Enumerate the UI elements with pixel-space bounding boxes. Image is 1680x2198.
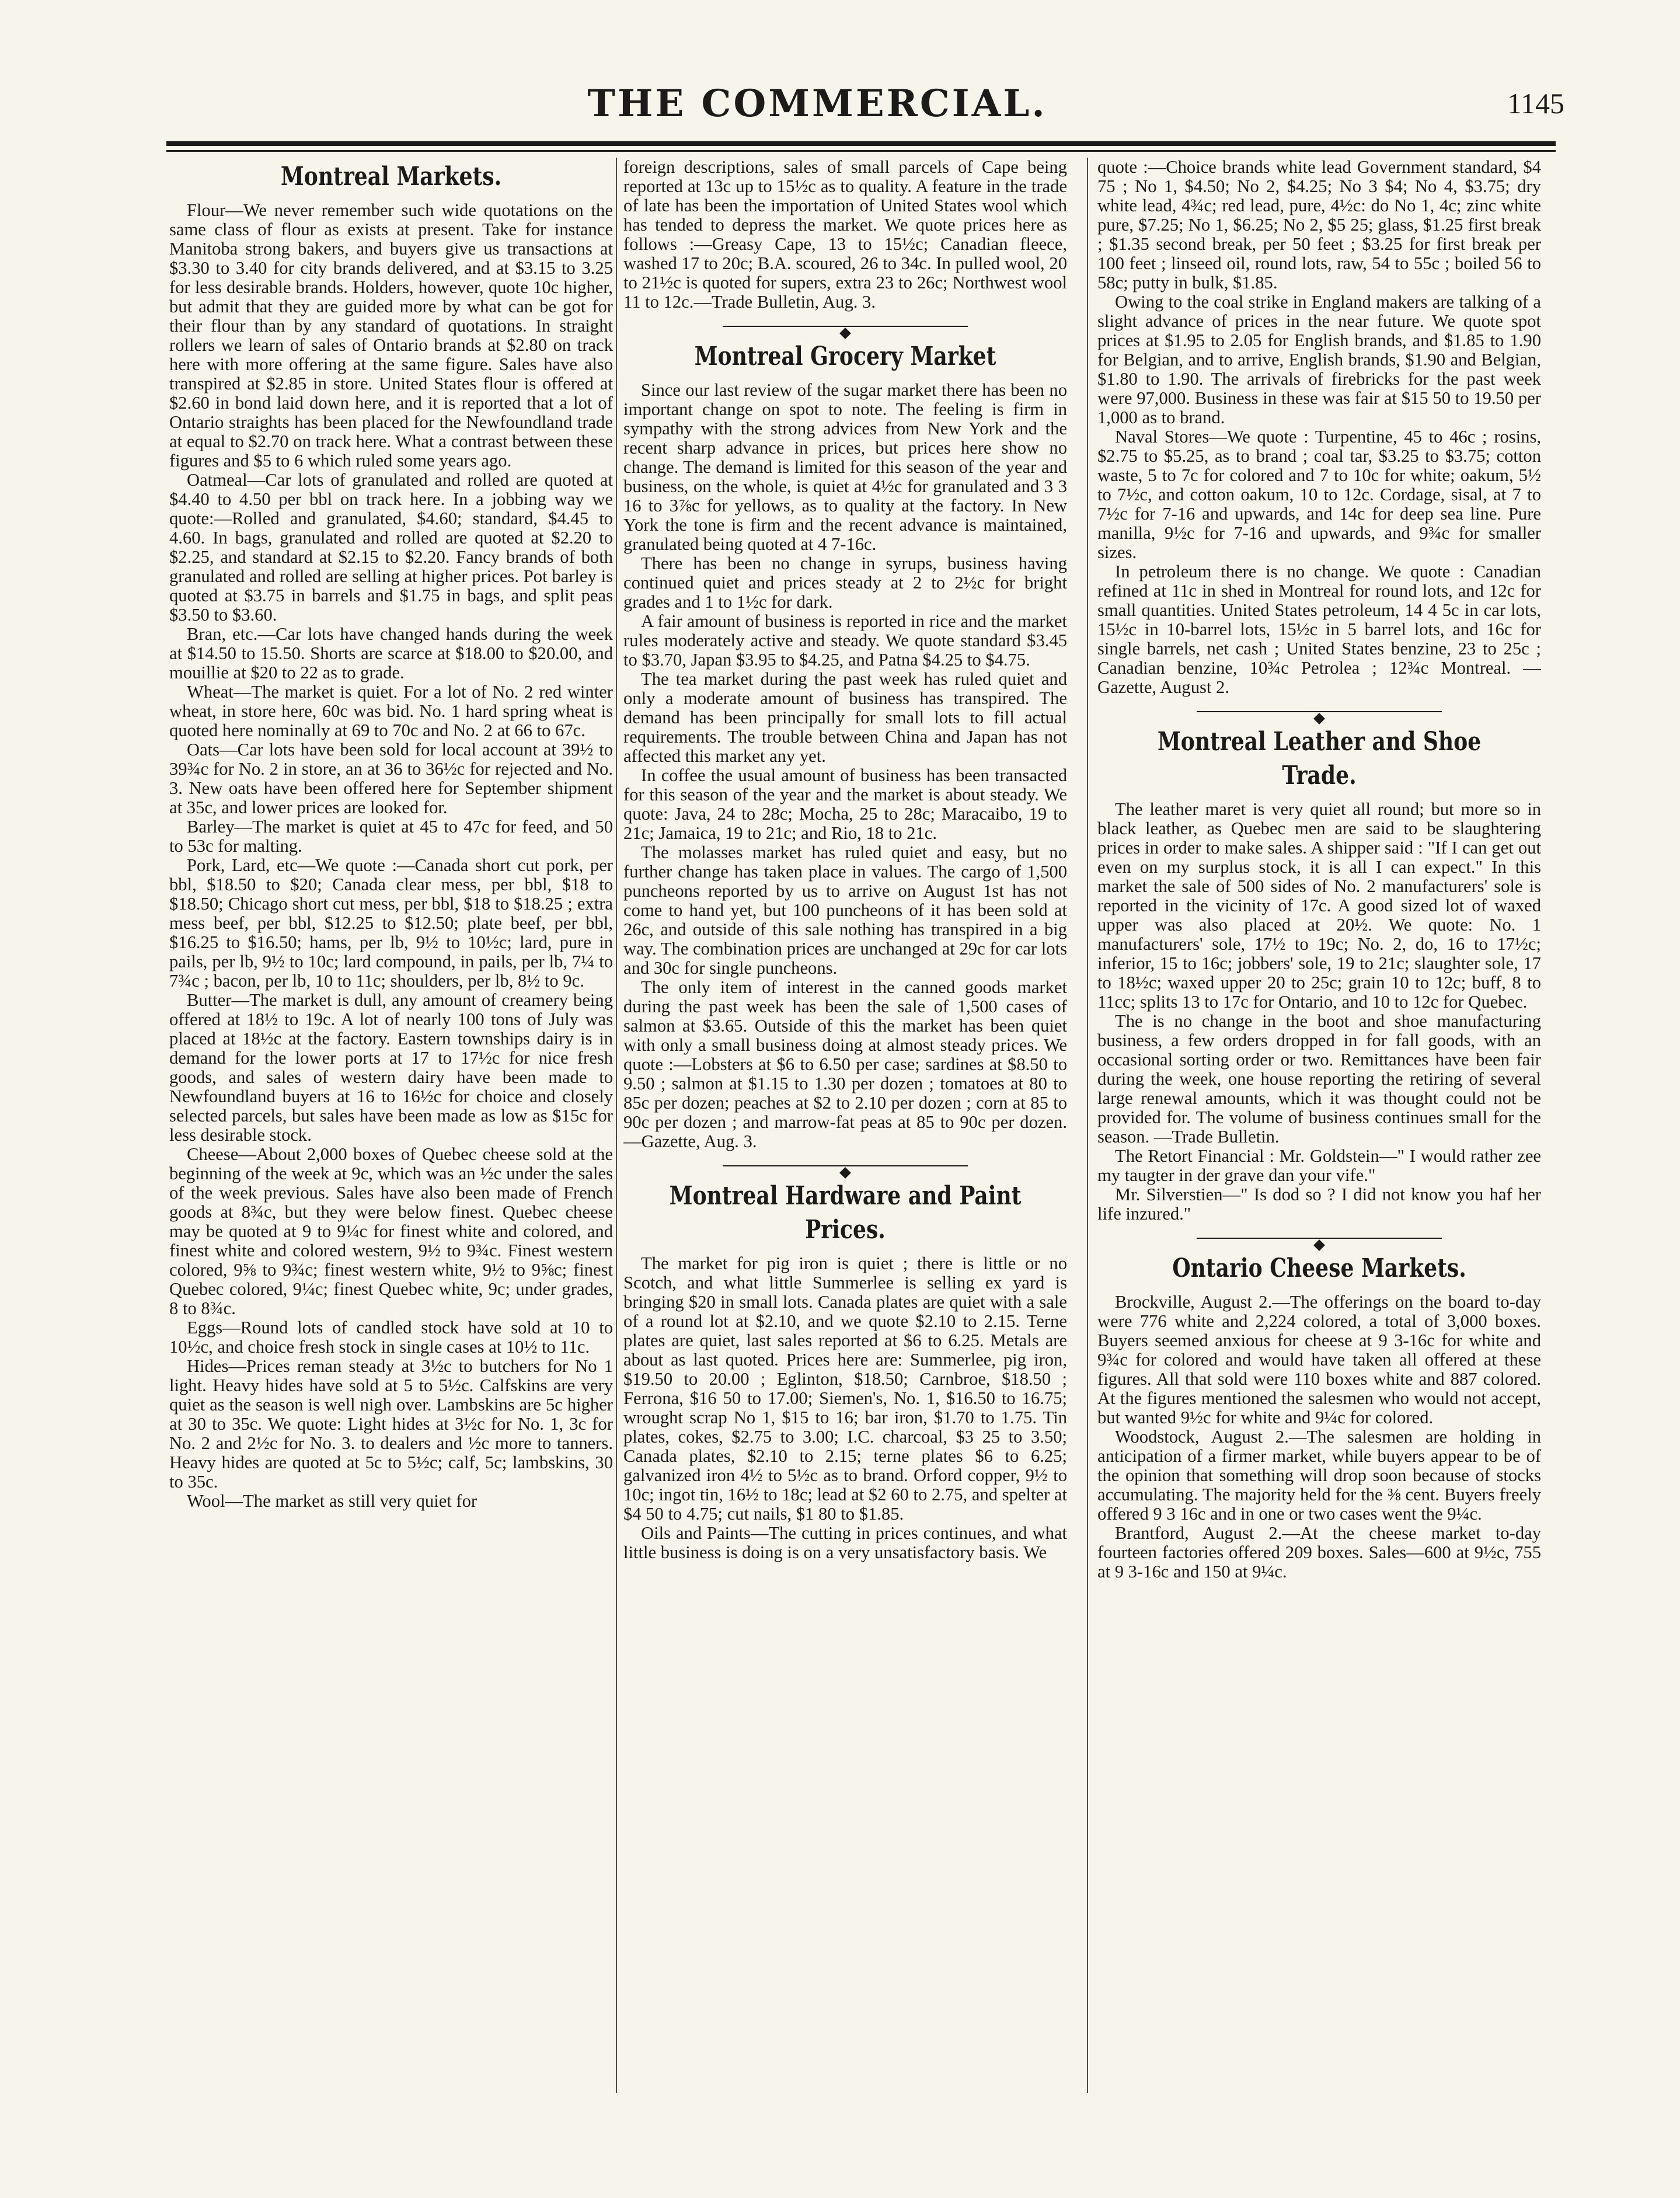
section-divider [1097,704,1541,719]
article [1097,1231,1541,1582]
article-paragraph: Naval Stores—We quote : Turpentine, 45 to 46c ; rosins, $2.75 to $5.25, as to brand ; coal tar, $3.25 to $3.75; cotton waste, 5 to 7c for colored and 7 to 10c for white; oakum, 5½ to 7½c, and cotton oakum, 10 to 12c. Cordage, sisal, at 7 to 7½c for 7-16 and upwards, and 14c for deep sea line. Pure manilla, 9½c for 7-16 and upwards, and 9¾c for smaller sizes. [1097,427,1541,562]
article-paragraph: Oatmeal—Car lots of granulated and rolled are quoted at $4.40 to 4.50 per bbl on track here. In a jobbing way we quote:—Rolled and granulated, $4.60; standard, $4.45 to 4.60. In bags, granulated and rolled are quoted at $2.20 to $2.25, and standard at $2.15 to $2.20. Fancy brands of both granulated and rolled are selling at higher prices. Pot barley is quoted at $3.75 in barrels and $1.75 in bags, and split peas $3.50 to $3.60. [169,470,613,625]
divider-ornament [1313,713,1325,724]
article-paragraph: Pork, Lard, etc—We quote :—Canada short cut pork, per bbl, $18.50 to $20; Canada clear mess, per bbl, $18 to $18.50; Chicago short cut mess, per bbl, $18 to $18.25 ; extra mess beef, per bbl, $12.25 to $12.50; plate beef, per bbl, $16.25 to $16.50; hams, per lb, 9½ to 10½c; lard, pure in pails, per lb, 9½ to 10c; lard compound, in pails, per lb, 7¼ to 7¾c ; bacon, per lb, 10 to 11c; shoulders, per lb, 8½ to 9c. [169,855,613,991]
article-paragraph: Wool—The market as still very quiet for [187,1491,477,1511]
divider-ornament [839,328,851,339]
article-paragraph: Bran, etc.—Car lots have changed hands during the week at $14.50 to 15.50. Shorts are scarce at $18.00 to $20.00, and mouillie at $20 to 22 as to grade. [169,624,613,682]
article-paragraph: Flour—We never remember such wide quotations on the same class of flour as exists at present. Take for instance Manitoba strong bakers, and buyers give us transactions at $3.30 to 3.40 for city brands delivered, and at $3.15 to 3.25 for less desirable brands. Holders, however, quote 10c higher, but admit that they are guided more by what can be got for their flour than by any standard of quotations. In straight rollers we learn of sales of Ontario brands at $2.80 on track here with more offering at the same figure. Sales have also transpired at $2.85 in store. United States flour is offered at $2.60 in bond laid down here, and it is reported that a lot of Ontario straights has been placed for the Newfoundland trade at equal to $2.70 on track here. What a contrast between these figures and $5 to 6 which ruled some years ago. [169,200,613,471]
article-paragraph: The is no change in the boot and shoe manufacturing business, a few orders dropped in for fall goods, with an occasional sorting order or two. Remittances have been fair during the week, one house reporting the retiring of several large renewal amounts, which it was thought could not be provided for. The volume of business continues small for the season. —Trade Bulletin. [1097,1011,1541,1147]
article-paragraph: Hides—Prices reman steady at 3½c to butchers for No 1 light. Heavy hides have sold at 5 to 5½c. Calfskins are very quiet as the season is well nigh over. Lambskins are 5c higher at 30 to 35c. We quote: Light hides at 3½c for No. 1, 3c for No. 2 and 2½c for No. 3. to dealers and ½c more to tanners. Heavy hides are quoted at 5c to 5½c; calf, 5c; lambskins, 30 to 35c. [169,1356,613,1492]
article-paragraph: Wheat—The market is quiet. For a lot of No. 2 red winter wheat, in store here, 60c was bid. No. 1 hard spring wheat is quoted here nominally at 69 to 70c and No. 2 at 66 to 67c. [169,682,613,740]
article-paragraph: The only item of interest in the canned goods market during the past week has been the sale of 1,500 cases of salmon at $3.65. Outside of this the market has been quiet with only a small business doing at almost steady prices. We quote :—Lobsters at $6 to 6.50 per case; sardines at $8.50 to 9.50 ; salmon at $1.15 to 1.30 per dozen ; tomatoes at 80 to 85c per dozen; peaches at $2 to 2.10 per dozen ; corn at 85 to 90c per dozen ; and marrow-fat peas at 85 to 90c per dozen.—Gazette, Aug. 3. [623,977,1067,1151]
column-divider [1087,158,1088,2093]
article-paragraph: Butter—The market is dull, any amount of creamery being offered at 18½ to 19c. A lot of nearly 100 tons of July was placed at 18½c at the factory. Eastern townships dairy is in demand for the lower ports at 17 to 17½c for nice fresh goods, and sales of western dairy have been made to Newfoundland buyers at 16 to 16½c for choice and closely selected parcels, but sales have been made as low as $15c for less desirable stock. [169,990,613,1145]
column-1 [169,158,613,2096]
article [623,158,1067,312]
article-paragraph: The tea market during the past week has ruled quiet and only a moderate amount of business has transpired. The demand has been principally for small lots to fill actual requirements. The trouble between China and Japan has not affected this market any yet. [623,669,1067,766]
article-heading: Montreal Grocery Market [694,342,996,371]
article [1097,158,1541,697]
article [623,319,1067,1151]
article-paragraph: In petroleum there is no change. We quote : Canadian refined at 11c in shed in Montreal for round lots, and 12c for small quantities. United States petroleum, 14 4 5c in car lots, 15½c in 10-barrel lots, 15½c in 5 barrel lots, and 16c for single barrels, net cash ; United States benzine, 23 to 25c ; Canadian benzine, 10¾c Petrolea ; 12¾c Montreal. — Gazette, August 2. [1097,562,1541,697]
article-paragraph: Cheese—About 2,000 boxes of Quebec cheese sold at the beginning of the week at 9c, which was an ½c under the sales of the week previous. Sales have also been made of French goods at 8¾c, but they were below finest. Quebec cheese may be quoted at 9 to 9¼c for finest white and colored, and finest white and colored western, 9½ to 9¾c. Finest western colored, 9⅝ to 9¾c; finest western white, 9½ to 9⅝c; finest Quebec colored, 9¼c; finest Quebec white, 9c; under grades, 8 to 8¾c. [169,1144,613,1318]
section-divider [623,319,1067,334]
article-paragraph: Brockville, August 2.—The offerings on the board to-day were 776 white and 2,224 colored, a total of 3,000 boxes. Buyers seemed anxious for cheese at 9 3-16c for white and 9¾c for colored and would have taken all offered at these figures. All that sold were 110 boxes white and 887 colored. At the figures mentioned the salesmen who would not accept, but wanted 9½c for white and 9¼c for colored. [1097,1292,1541,1427]
column-divider [616,158,617,2093]
article [623,1158,1067,1562]
article-paragraph: The molasses market has ruled quiet and easy, but no further change has taken place in values. The cargo of 1,500 puncheons reported by us to arrive on August 1st has not come to hand yet, but 100 puncheons of it has been sold at 26c, and outside of this sale nothing has transpired in a big way. The combination prices are unchanged at 29c for car lots and 30c for single puncheons. [623,842,1067,978]
section-divider [1097,1231,1541,1246]
article-paragraph: Brantford, August 2.—At the cheese market to-day fourteen factories offered 209 boxes. Sales—600 at 9½c, 755 at 9 3-16c and 150 at 9¼c. [1097,1523,1541,1582]
article-heading: Montreal Leather and Shoe Trade. [1157,727,1482,790]
column-2 [623,158,1067,2096]
article-paragraph: Woodstock, August 2.—The salesmen are holding in anticipation of a firmer market, while buyers appear to be of the opinion that something will drop soon because of stocks accumulating. The majority held for the ⅜ cent. Buyers freely offered 9 3 16c and in one or two cases went the 9¼c. [1097,1427,1541,1524]
article-paragraph: The market for pig iron is quiet ; there is little or no Scotch, and what little Summerlee is selling ex yard is bringing $20 in small lots. Canada plates are quiet with a sale of a round lot at $2.10, and we quote $2.10 to 2.15. Terne plates are quiet, last sales reported at $6 to 6.25. Metals are about as last quoted. Prices here are: Summerlee, pig iron, $19.50 to 20.00 ; Eglinton, $18.50; Carnbroe, $18.50 ; Ferrona, $16 50 to 17.00; Siemen's, No. 1, $16.50 to 16.75; wrought scrap No 1, $15 to 16; bar iron, $1.70 to 1.75. Tin plates, cokes, $2.75 to 3.00; I.C. charcoal, $3 25 to 3.50; Canada plates, $2.10 to 2.15; terne plates $6 to 6.25; galvanized iron 4½ to 5½c as to brand. Orford copper, 9½ to 10c; ingot tin, 16½ to 18c; lead at $2 60 to 2.75, and spelter at $4 50 to 4.75; cut nails, $1 80 to $1.85. [623,1253,1067,1524]
article-heading: Montreal Hardware and Paint Prices. [669,1181,1022,1245]
divider-ornament [839,1167,851,1179]
article-paragraph: Since our last review of the sugar market there has been no important change on spot to note. The feeling is firm in sympathy with the strong advices from New York and the recent sharp advance in prices, but prices here show no change. The demand is limited for this season of the year and business, on the whole, is quiet at 4½c for granulated and 3 3 16 to 3⅞c for yellows, as to quality at the factory. In New York the tone is firm and the recent advance is maintained, granulated being quoted at 4 7-16c. [623,380,1067,554]
article-heading: Montreal Markets. [280,162,502,191]
article [169,160,613,1511]
article-paragraph: Eggs—Round lots of candled stock have sold at 10 to 10½c, and choice fresh stock in single cases at 10½ to 11c. [169,1318,613,1357]
page-number: 1145 [1507,87,1564,120]
section-divider [623,1158,1067,1173]
article-paragraph: foreign descriptions, sales of small parcels of Cape being reported at 13c up to 15½c as to quality. A feature in the trade of late has been the importation of United States wool which has tended to depress the market. We quote prices here as follows :—Greasy Cape, 13 to 15½c; Canadian fleece, washed 17 to 20c; B.A. scoured, 26 to 34c. In pulled wool, 20 to 21½c is quoted for supers, extra 23 to 26c; Northwest wool 11 to 12c.—Trade Bulletin, Aug. 3. [623,158,1067,312]
article-paragraph: In coffee the usual amount of business has been transacted for this season of the year and the market is about steady. We quote: Java, 24 to 28c; Mocha, 25 to 28c; Maracaibo, 19 to 21c; Jamaica, 19 to 21c; and Rio, 18 to 21c. [623,765,1067,843]
page-header-title: THE COMMERCIAL. [587,82,1047,126]
header-rule-thick [166,141,1556,146]
article-paragraph: The leather maret is very quiet all round; but more so in black leather, as Quebec men are said to be slaughtering prices in order to make sales. A shipper said : "If I can get out even on my surplus stock, it is all I can expect." In this market the sale of 500 sides of No. 2 manufacturers' sole is reported in the vicinity of 17c. A good sized lot of waxed upper was also placed at 20½. We quote: No. 1 manufacturers' sole, 17½ to 19c; No. 2, do, 16 to 17½c; inferior, 15 to 16c; jobbers' sole, 19 to 21c; slaughter sole, 17 to 18½c; waxed upper 20 to 25c; grain 10 to 12c; buff, 8 to 11cc; splits 13 to 17c for Ontario, and 10 to 12c for Quebec. [1097,799,1541,1012]
header-rule-thin [166,150,1556,152]
article-paragraph: A fair amount of business is reported in rice and the market rules moderately active and steady. We quote standard $3.45 to $3.70, Japan $3.95 to $4.25, and Patna $4.25 to $4.75. [623,611,1067,670]
article-paragraph: Oils and Paints—The cutting in prices continues, and what little business is doing is on a very unsatisfactory basis. We [623,1523,1067,1562]
article-paragraph: Mr. Silverstien—" Is dod so ? I did not know you haf her life inzured." [1097,1185,1541,1224]
article-paragraph: The Retort Financial : Mr. Goldstein—" I would rather zee my taugter in der grave dan your vife." [1097,1146,1541,1185]
article-paragraph: There has been no change in syrups, business having continued quiet and prices steady at 2 to 2½c for bright grades and 1 to 1½c for dark. [623,553,1067,612]
column-3 [1097,158,1541,2096]
divider-ornament [1313,1239,1325,1251]
article-paragraph: Barley—The market is quiet at 45 to 47c for feed, and 50 to 53c for malting. [169,817,613,856]
article-heading: Ontario Cheese Markets. [1172,1253,1466,1283]
article-paragraph: quote :—Choice brands white lead Government standard, $4 75 ; No 1, $4.50; No 2, $4.25; No 3 $4; No 4, $3.75; dry white lead, 4¾c; red lead, pure, 4½c: do No 1, 4c; zinc white pure, $7.25; No 1, $6.25; No 2, $5 25; glass, $1.25 first break ; $1.35 second break, per 50 feet ; $3.25 for first break per 100 feet ; linseed oil, round lots, raw, 54 to 55c ; boiled 56 to 58c; putty in bulk, $1.85. [1097,158,1541,292]
article-paragraph: Owing to the coal strike in England makers are talking of a slight advance of prices in the near future. We quote spot prices at $1.95 to 2.05 for English brands, and $1.85 to 1.90 for Belgian, and to arrive, English brands, $1.90 and Belgian, $1.80 to 1.90. The arrivals of firebricks for the past week were 97,000. Business in these was fair at $15 50 to 19.50 per 1,000 as to brand. [1097,292,1541,427]
article-paragraph: Oats—Car lots have been sold for local account at 39½ to 39¾c for No. 2 in store, an at 36 to 36½c for rejected and No. 3. New oats have been offered here for September shipment at 35c, and lower prices are looked for. [169,740,613,817]
article [1097,704,1541,1224]
